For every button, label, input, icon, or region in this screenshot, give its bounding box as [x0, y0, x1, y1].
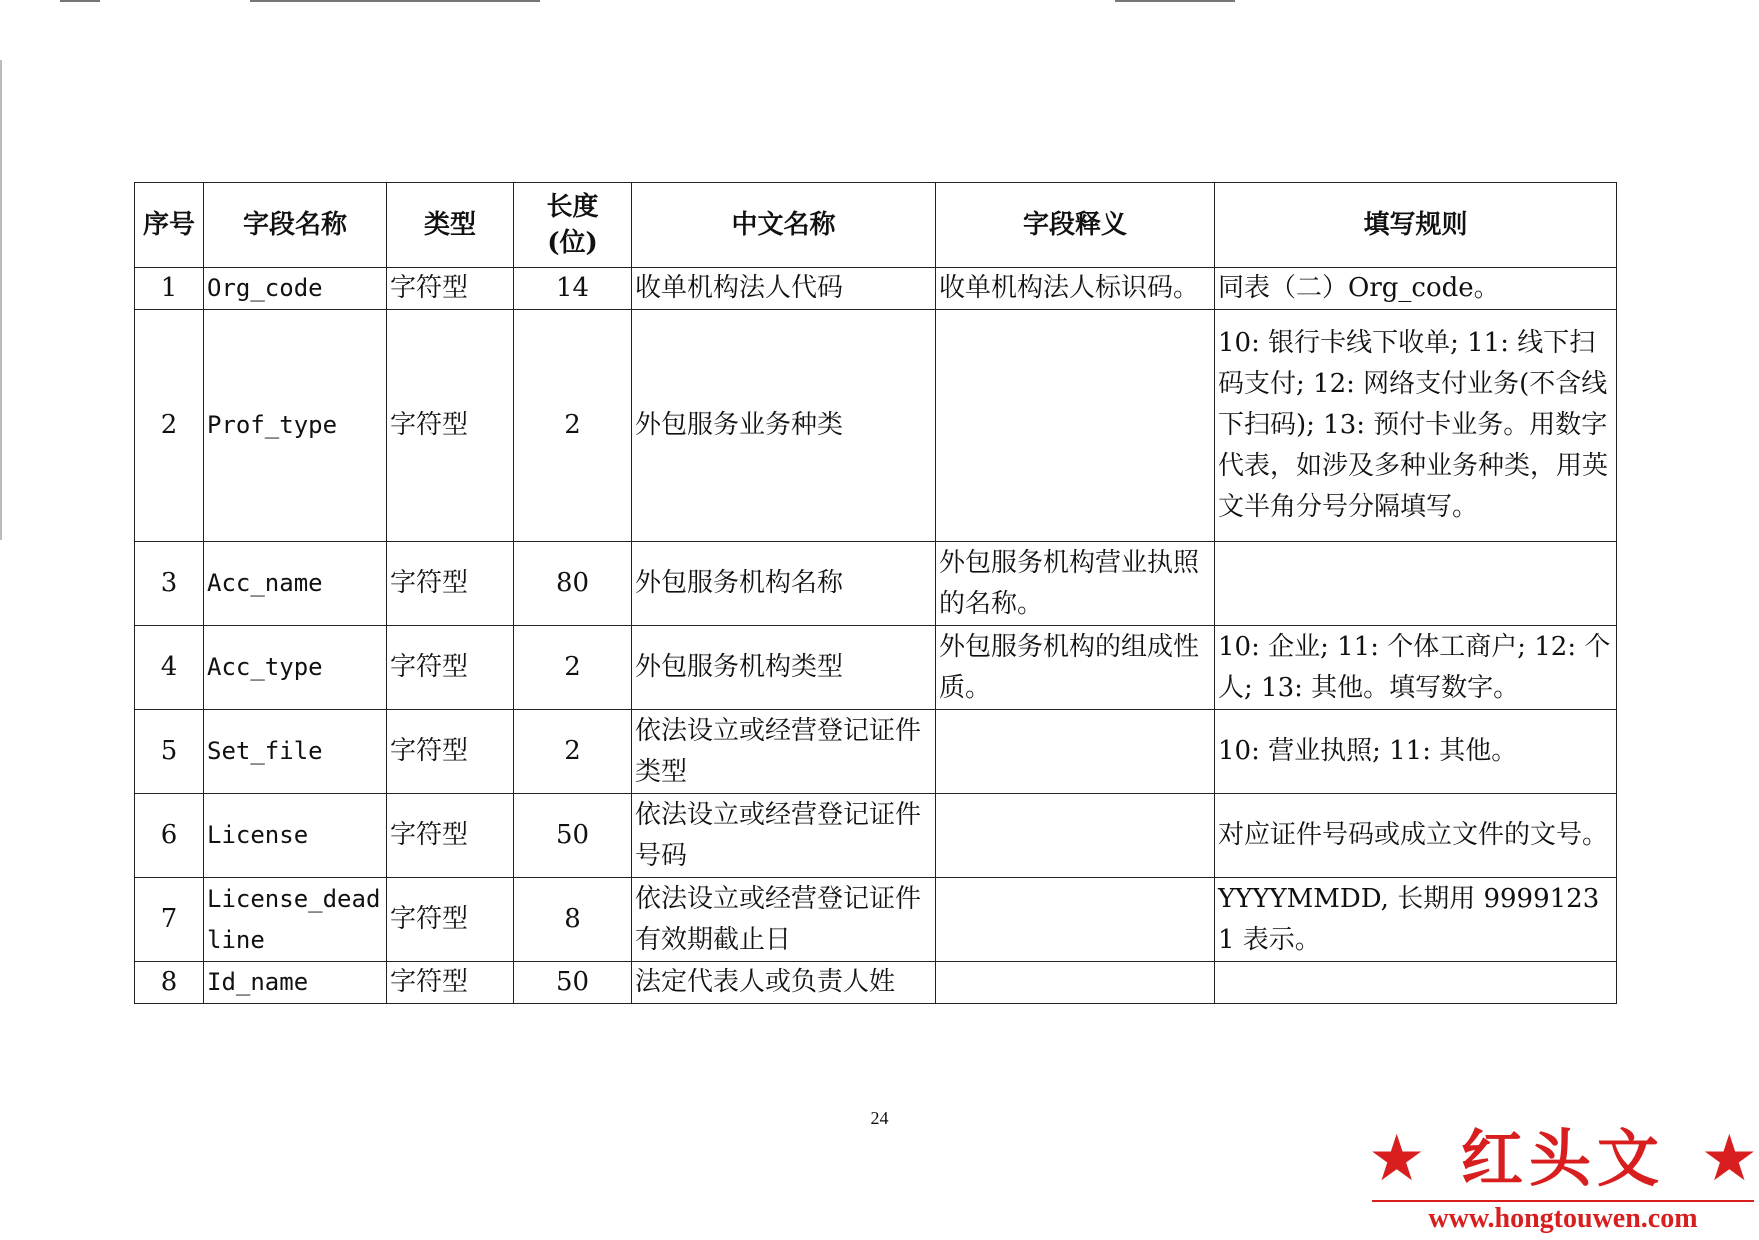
cell-meaning — [936, 794, 1215, 878]
cell-length: 8 — [514, 878, 632, 962]
cell-type: 字符型 — [387, 542, 514, 626]
header-length: 长度 (位) — [514, 183, 632, 268]
watermark-url: www.hongtouwen.com — [1428, 1203, 1698, 1234]
table-row — [135, 710, 1617, 794]
top-edge-line-left — [60, 0, 100, 2]
table-row — [135, 310, 1617, 542]
cell-cn-name: 依法设立或经营登记证件类型 — [632, 710, 936, 794]
cell-length: 14 — [514, 268, 632, 310]
cell-type: 字符型 — [387, 310, 514, 542]
cell-length: 2 — [514, 710, 632, 794]
cell-cn-name: 外包服务机构类型 — [632, 626, 936, 710]
cell-rule: 对应证件号码或成立文件的文号。 — [1215, 794, 1617, 878]
table-row — [135, 794, 1617, 878]
cell-seq: 8 — [135, 962, 204, 1004]
cell-type: 字符型 — [387, 878, 514, 962]
cell-field-name: License — [204, 794, 387, 878]
table-row — [135, 542, 1617, 626]
cell-meaning: 收单机构法人标识码。 — [936, 268, 1215, 310]
left-scan-edge — [0, 60, 2, 540]
table-row — [135, 626, 1617, 710]
cell-field-name: Org_code — [204, 268, 387, 310]
cell-rule: YYYYMMDD, 长期用 99991231 表示。 — [1215, 878, 1617, 962]
page-number: 24 — [870, 1108, 889, 1128]
header-rule: 填写规则 — [1215, 183, 1617, 268]
cell-type: 字符型 — [387, 794, 514, 878]
cell-length: 80 — [514, 542, 632, 626]
cell-seq: 4 — [135, 626, 204, 710]
cell-rule — [1215, 962, 1617, 1004]
cell-meaning: 外包服务机构营业执照的名称。 — [936, 542, 1215, 626]
table-header-row — [135, 183, 1617, 268]
cell-meaning — [936, 710, 1215, 794]
header-cn-name: 中文名称 — [632, 183, 936, 268]
cell-cn-name: 依法设立或经营登记证件号码 — [632, 794, 936, 878]
cell-rule: 10: 银行卡线下收单; 11: 线下扫码支付; 12: 网络支付业务(不含线下扫码); 13: 预付卡业务。用数字代表，如涉及多种业务种类，用英文半角分号分隔填写。 — [1215, 310, 1617, 542]
field-definition-table — [134, 182, 1617, 1004]
header-seq: 序号 — [135, 183, 204, 268]
cell-rule: 同表（二）Org_code。 — [1215, 268, 1617, 310]
cell-seq: 7 — [135, 878, 204, 962]
cell-type: 字符型 — [387, 710, 514, 794]
cell-cn-name: 外包服务业务种类 — [632, 310, 936, 542]
watermark-logo — [1368, 1118, 1758, 1240]
cell-type: 字符型 — [387, 962, 514, 1004]
top-edge-line-right — [1115, 0, 1235, 2]
cell-cn-name: 收单机构法人代码 — [632, 268, 936, 310]
cell-seq: 6 — [135, 794, 204, 878]
cell-length: 2 — [514, 310, 632, 542]
cell-field-name: Acc_type — [204, 626, 387, 710]
star-icon: ★ — [1368, 1122, 1426, 1196]
cell-meaning — [936, 310, 1215, 542]
cell-field-name: Set_file — [204, 710, 387, 794]
cell-seq: 3 — [135, 542, 204, 626]
top-edge-line-mid — [250, 0, 540, 2]
cell-rule: 10: 企业; 11: 个体工商户; 12: 个人; 13: 其他。填写数字。 — [1215, 626, 1617, 710]
watermark-title-row — [1368, 1118, 1758, 1200]
cell-meaning — [936, 962, 1215, 1004]
table-row — [135, 268, 1617, 310]
cell-seq: 5 — [135, 710, 204, 794]
cell-cn-name: 依法设立或经营登记证件有效期截止日 — [632, 878, 936, 962]
cell-length: 50 — [514, 962, 632, 1004]
cell-seq: 1 — [135, 268, 204, 310]
cell-seq: 2 — [135, 310, 204, 542]
cell-type: 字符型 — [387, 626, 514, 710]
table-row — [135, 878, 1617, 962]
cell-field-name: Prof_type — [204, 310, 387, 542]
table-row — [135, 962, 1617, 1004]
cell-rule: 10: 营业执照; 11: 其他。 — [1215, 710, 1617, 794]
cell-meaning — [936, 878, 1215, 962]
star-icon: ★ — [1700, 1122, 1758, 1196]
cell-field-name: Id_name — [204, 962, 387, 1004]
cell-rule — [1215, 542, 1617, 626]
cell-cn-name: 外包服务机构名称 — [632, 542, 936, 626]
header-type: 类型 — [387, 183, 514, 268]
header-meaning: 字段释义 — [936, 183, 1215, 268]
cell-meaning: 外包服务机构的组成性质。 — [936, 626, 1215, 710]
cell-cn-name: 法定代表人或负责人姓 — [632, 962, 936, 1004]
header-field-name: 字段名称 — [204, 183, 387, 268]
cell-field-name: License_deadline — [204, 878, 387, 962]
cell-length: 50 — [514, 794, 632, 878]
cell-type: 字符型 — [387, 268, 514, 310]
watermark-title: 红头文 — [1460, 1122, 1665, 1195]
cell-field-name: Acc_name — [204, 542, 387, 626]
cell-length: 2 — [514, 626, 632, 710]
